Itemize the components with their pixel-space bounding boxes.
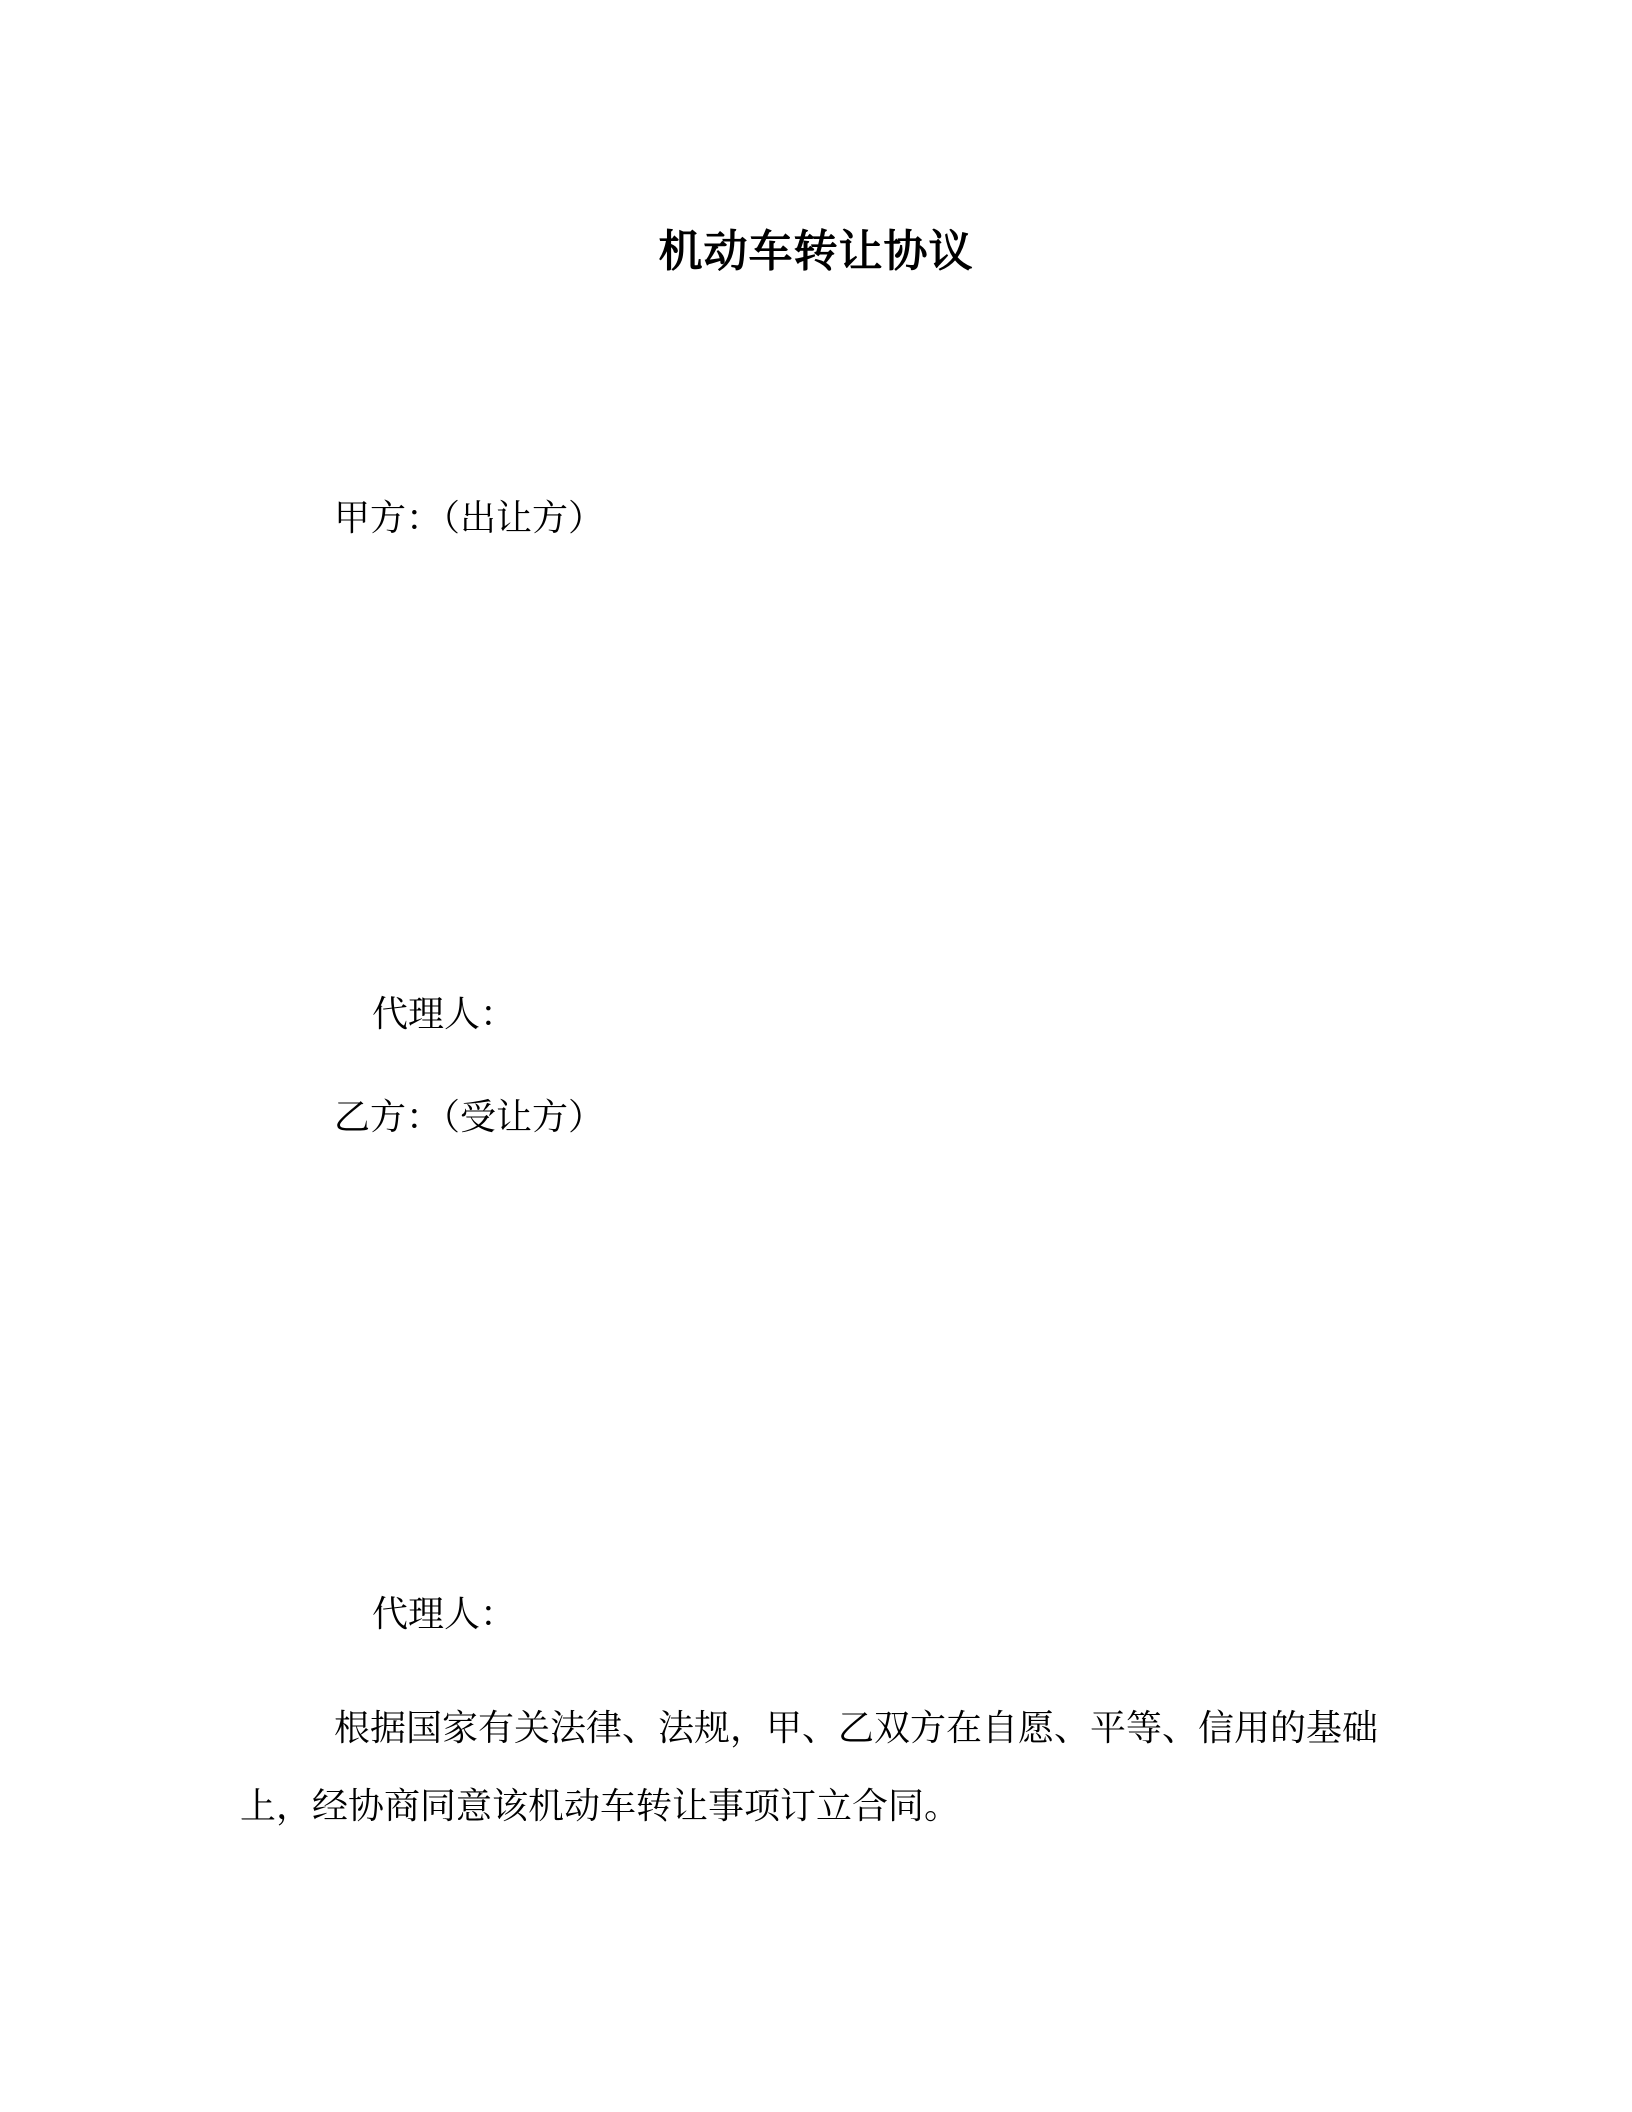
party-a-label: 甲方：（出让方） (334, 498, 605, 539)
party-b-agent-label: 代理人： (372, 1594, 517, 1635)
document-title: 机动车转让协议 (658, 226, 974, 277)
party-b-label: 乙方：（受让方） (334, 1097, 605, 1138)
party-a-agent-label: 代理人： (372, 994, 517, 1035)
intro-paragraph: 根据国家有关法律、法规，甲、乙双方在自愿、平等、信用的基础上，经协商同意该机动车转让事项订立合同。 (240, 1708, 1379, 1827)
